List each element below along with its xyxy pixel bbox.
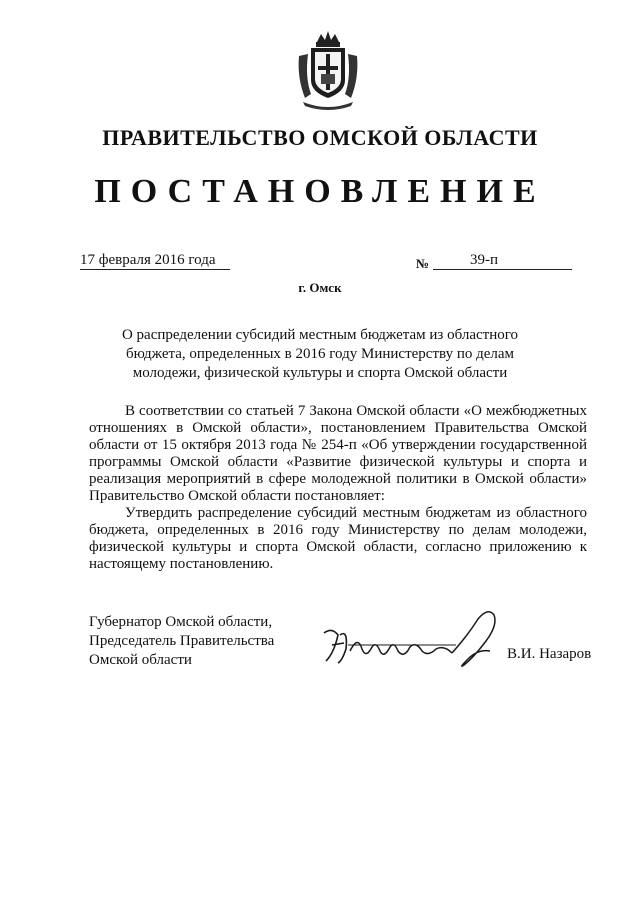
document-subject: О распределении субсидий местным бюджетам из областного бюджета, определенных в 2016 году Министерству по делам молодежи, физической культуры и спорта Омской области: [121, 327, 519, 381]
handwritten-signature: [318, 605, 508, 680]
document-number-field: [433, 252, 572, 270]
document-number: 39-п: [470, 252, 499, 268]
body-paragraph-2: Утвердить распределение субсидий местным бюджетам из областного бюджета, определенных в 2016 году Министерству по делам молодежи, физической культуры и спорта Омской области, согласно приложению к настоящему постановлению.: [89, 505, 587, 572]
document-type-title: ПОСТАНОВЛЕНИЕ: [94, 173, 546, 210]
signatory-title: [89, 613, 274, 670]
number-label: №: [416, 256, 430, 271]
signatory-title-line-1: Губернатор Омской области,: [89, 614, 273, 630]
signatory-title-line-3: Омской области: [89, 652, 192, 668]
document-body: [89, 403, 587, 573]
city-label: г. Омск: [298, 280, 342, 295]
body-paragraph-1: В соответствии со статьей 7 Закона Омской области «О межбюджетных отношениях в Омской области», постановлением Правительства Омской области от 15 октября 2013 года № 254-п «Об утверждении государственной программы Омской области «Развитие физической культуры и спорта и реализация мероприятий в сфере молодежной политики в Омской области» Правительство Омской области постановляет:: [89, 403, 587, 504]
signatory-title-line-2: Председатель Правительства: [89, 633, 275, 649]
document-date: 17 февраля 2016 года: [80, 252, 230, 270]
government-title: ПРАВИТЕЛЬСТВО ОМСКОЙ ОБЛАСТИ: [102, 125, 538, 150]
coat-of-arms-icon: [293, 28, 363, 112]
signatory-name: В.И. Назаров: [507, 646, 592, 662]
